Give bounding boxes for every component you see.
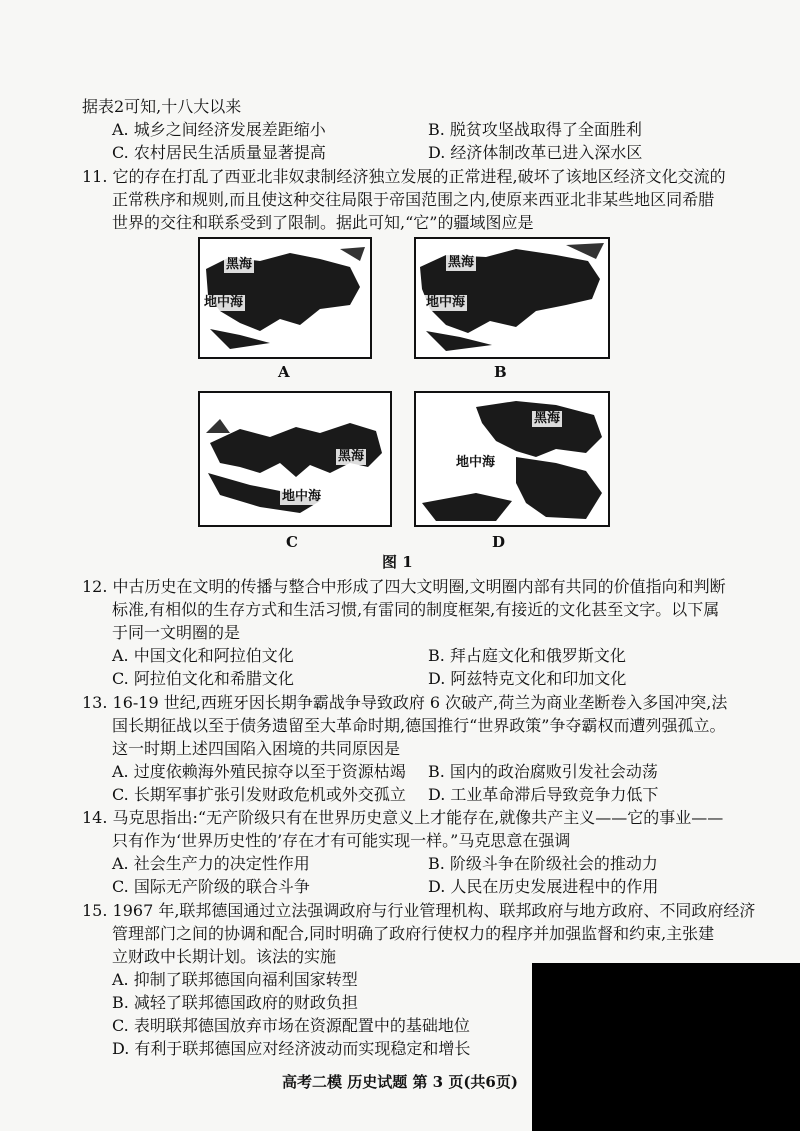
q13-line-3: 这一时期上述四国陷入困境的共同原因是: [112, 739, 401, 758]
q10-option-a: A. 城乡之间经济发展差距缩小: [112, 120, 326, 139]
map-d-territory: [416, 393, 608, 525]
map-a-mediterranean-label: 地中海: [204, 295, 244, 310]
q14-option-a: A. 社会生产力的决定性作用: [112, 854, 310, 873]
q15-option-c: C. 表明联邦德国放弃市场在资源配置中的基础地位: [112, 1016, 470, 1035]
map-b-caption: B: [494, 363, 507, 381]
q13-option-b: B. 国内的政治腐败引发社会动荡: [428, 762, 658, 781]
q15-option-b: B. 减轻了联邦德国政府的财政负担: [112, 993, 358, 1012]
page-footer: 高考二模 历史试题 第 3 页(共6页): [282, 1073, 518, 1091]
q14-line-2: 只有作为‘世界历史性的’存在才有可能实现一样。”马克思意在强调: [112, 831, 571, 850]
map-a-black-sea-label: 黑海: [226, 257, 253, 272]
map-d: [414, 391, 610, 527]
q12-option-d: D. 阿兹特克文化和印加文化: [428, 669, 627, 688]
map-d-mediterranean-label: 地中海: [456, 455, 496, 470]
q13-option-c: C. 长期军事扩张引发财政危机或外交孤立: [112, 785, 406, 804]
redaction-block: [532, 963, 800, 1131]
q12-line-2: 标准,有相似的生存方式和生活习惯,有雷同的制度框架,有接近的文化甚至文字。以下属: [112, 600, 720, 619]
q14-line-1: 14. 马克思指出:“无产阶级只有在世界历史意义上才能存在,就像共产主义——它的事业——: [82, 808, 724, 827]
q14-option-d: D. 人民在历史发展进程中的作用: [428, 877, 659, 896]
q13-line-1: 13. 16-19 世纪,西班牙因长期争霸战争导致政府 6 次破产,荷兰为商业垄断卷入多国冲突,法: [82, 693, 728, 712]
map-d-black-sea-label: 黑海: [534, 411, 561, 426]
q11-line-1: 11. 它的存在打乱了西亚北非奴隶制经济独立发展的正常进程,破坏了该地区经济文化交流的: [82, 167, 726, 186]
figure-caption: 图 1: [382, 553, 413, 571]
q11-line-3: 世界的交往和联系受到了限制。据此可知,“它”的疆域图应是: [112, 213, 534, 232]
map-d-caption: D: [492, 533, 506, 551]
q15-option-a: A. 抑制了联邦德国向福利国家转型: [112, 970, 358, 989]
map-b-black-sea-label: 黑海: [448, 255, 475, 270]
q10-stem: 据表2可知,十八大以来: [82, 97, 242, 116]
q15-line-3: 立财政中长期计划。该法的实施: [112, 947, 337, 966]
map-b-mediterranean-label: 地中海: [426, 295, 466, 310]
q15-line-2: 管理部门之间的协调和配合,同时明确了政府行使权力的程序并加强监督和约束,主张建: [112, 924, 715, 943]
map-c-black-sea-label: 黑海: [338, 449, 365, 464]
q10-option-b: B. 脱贫攻坚战取得了全面胜利: [428, 120, 642, 139]
map-a-caption: A: [278, 363, 290, 381]
map-c: [198, 391, 392, 527]
map-c-mediterranean-label: 地中海: [282, 489, 322, 504]
q12-option-b: B. 拜占庭文化和俄罗斯文化: [428, 646, 626, 665]
q12-line-3: 于同一文明圈的是: [112, 623, 241, 642]
map-a: [198, 237, 372, 359]
q15-line-1: 15. 1967 年,联邦德国通过立法强调政府与行业管理机构、联邦政府与地方政府、不同政府经济: [82, 901, 756, 920]
q14-option-b: B. 阶级斗争在阶级社会的推动力: [428, 854, 658, 873]
q13-option-a: A. 过度依赖海外殖民掠夺以至于资源枯竭: [112, 762, 406, 781]
map-b: [414, 237, 610, 359]
map-c-caption: C: [286, 533, 298, 551]
q14-option-c: C. 国际无产阶级的联合斗争: [112, 877, 310, 896]
q13-option-d: D. 工业革命滞后导致竞争力低下: [428, 785, 659, 804]
q13-line-2: 国长期征战以至于债务遗留至大革命时期,德国推行“世界政策”争夺霸权而遭列强孤立。: [112, 716, 726, 735]
q12-option-a: A. 中国文化和阿拉伯文化: [112, 646, 294, 665]
q12-line-1: 12. 中古历史在文明的传播与整合中形成了四大文明圈,文明圈内部有共同的价值指向和判断: [82, 577, 726, 596]
q10-option-d: D. 经济体制改革已进入深水区: [428, 143, 643, 162]
q10-option-c: C. 农村居民生活质量显著提高: [112, 143, 326, 162]
q11-line-2: 正常秩序和规则,而且使这种交往局限于帝国范围之内,使原来西亚北非某些地区同希腊: [112, 190, 715, 209]
q15-option-d: D. 有利于联邦德国应对经济波动而实现稳定和增长: [112, 1039, 471, 1058]
q12-option-c: C. 阿拉伯文化和希腊文化: [112, 669, 294, 688]
